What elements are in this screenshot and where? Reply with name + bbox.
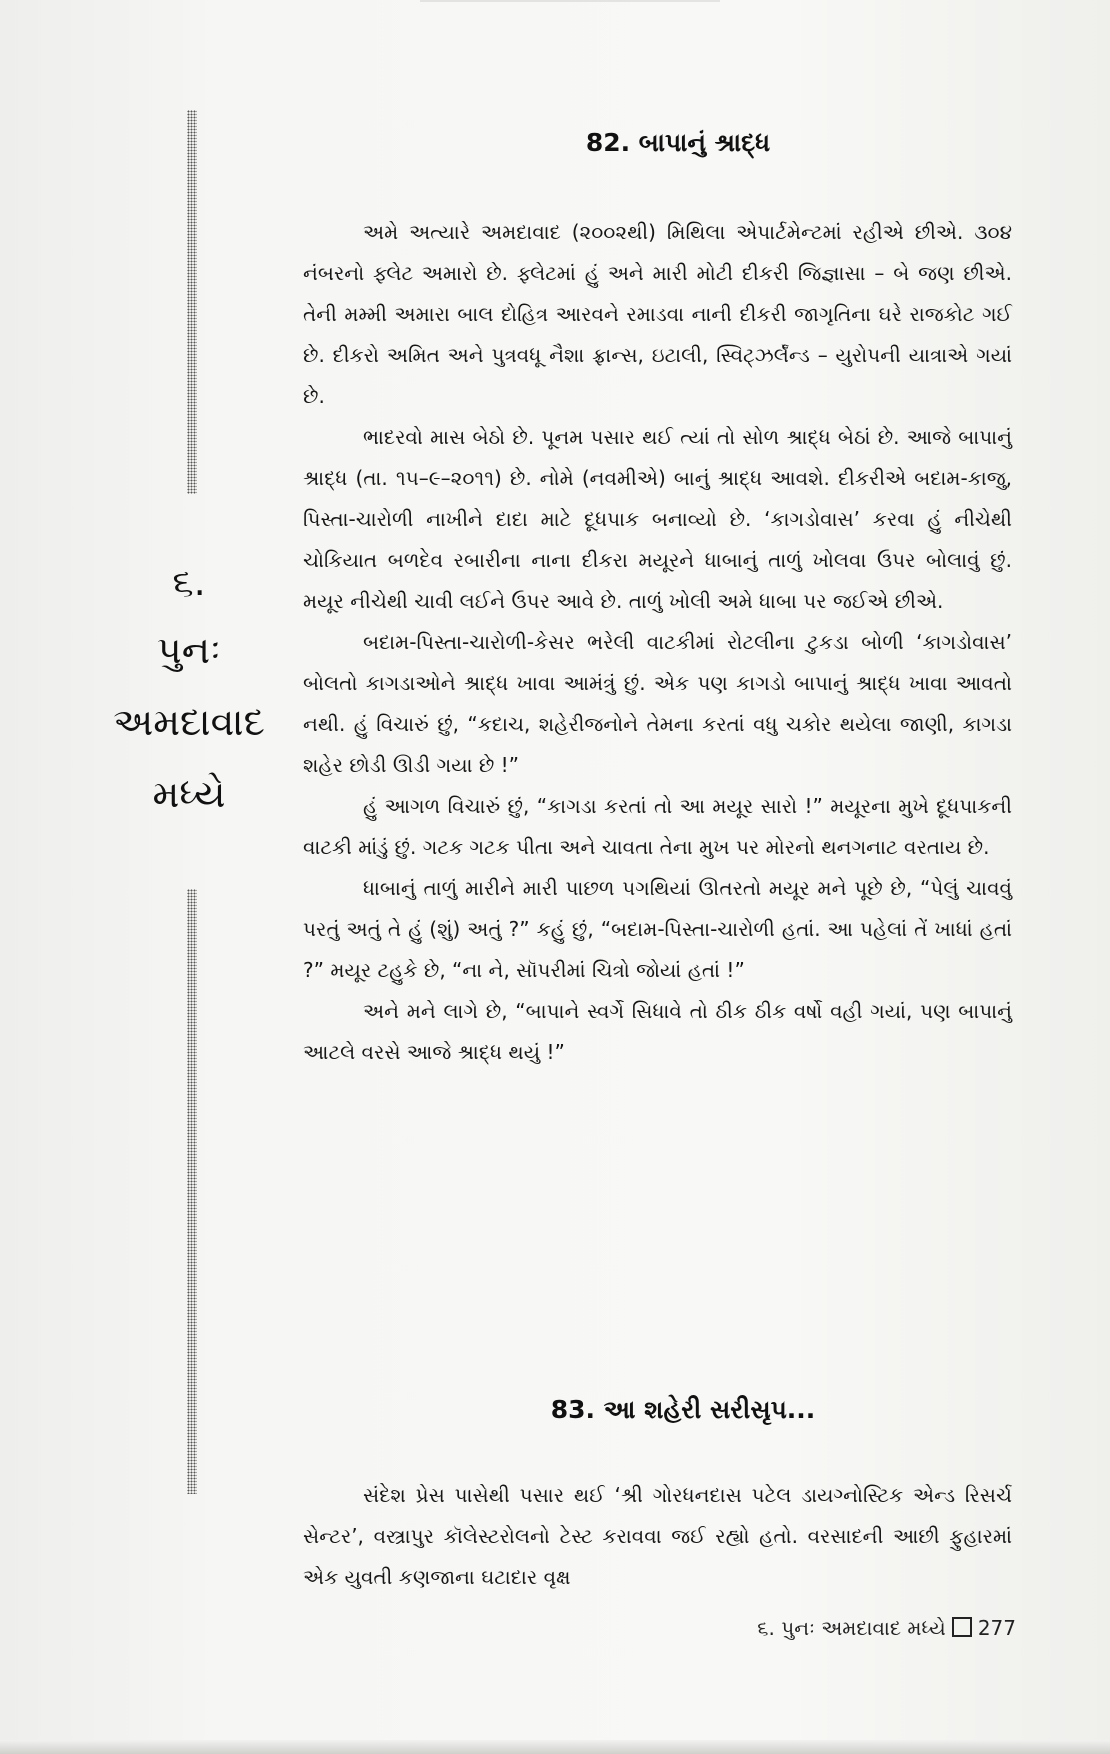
- page-footer: [757, 1616, 1016, 1640]
- chapter-title-line-2: અમદાવાદ: [113, 700, 265, 744]
- paragraph: હું આગળ વિચારું છું, “કાગડા કરતાં તો આ મયૂર સારો !” મયૂરના મુખે દૂધપાકની વાટકી માંડું છું. ગટક ગટક પીતા અને ચાવતા તેના મુખ પર મોરનો થનગનાટ વરતાય છે.: [303, 794, 1012, 859]
- chapter-number: ૬.: [172, 560, 206, 604]
- paragraph: બદામ-પિસ્તા-ચારોળી-કેસર ભરેલી વાટકીમાં રોટલીના ટુકડા બોળી ‘કાગડોવાસ’ બોલતો કાગડાઓને શ્રાદ્ધ ખાવા આમંત્રું છું. એક પણ કાગડો બાપાનું શ્રાદ્ધ ખાવા આવતો નથી. હું વિચારું છું, “કદાચ, શહેરીજનોને તેમના કરતાં વધુ ચકોર થયેલા જાણી, કાગડા શહેર છોડી ઊડી ગયા છે !”: [303, 630, 1012, 777]
- section-82-body: [303, 212, 1012, 1073]
- chapter-title-line-1: પુનઃ: [157, 628, 221, 672]
- section-83-body: [303, 1475, 1012, 1598]
- square-ornament-icon: [952, 1617, 972, 1637]
- page-edge-shadow: [0, 1740, 1110, 1754]
- section-83-heading: 83. આ શહેરી સરીસૃપ...: [550, 1395, 816, 1424]
- paragraph: અને મને લાગે છે, “બાપાને સ્વર્ગે સિધાવે તો ઠીક ઠીક વર્ષો વહી ગયાં, પણ બાપાનું આટલે વરસે આજે શ્રાદ્ધ થયું !”: [303, 999, 1012, 1064]
- paragraph: ધાબાનું તાળું મારીને મારી પાછળ પગથિયાં ઊતરતો મયૂર મને પૂછે છે, “પેલું ચાવવું પરતું અતું તે હું (શું) અતું ?” કહું છું, “બદામ-પિસ્તા-ચારોળી હતાં. આ પહેલાં તેં ખાધાં હતાં ?” મયૂર ટહુકે છે, “ના ને, સૉપરીમાં ચિત્રો જોયાં હતાં !”: [303, 876, 1012, 982]
- dotted-rule-bottom: [187, 889, 197, 1494]
- paragraph: અમે અત્યારે અમદાવાદ (૨૦૦૨થી) મિથિલા એપાર્ટમેન્ટમાં રહીએ છીએ. ૩૦૪ નંબરનો ફ્લેટ અમારો છે. ફ્લેટમાં હું અને મારી મોટી દીકરી જિજ્ઞાસા – બે જણ છીએ. તેની મમ્મી અમારા બાલ દોહિત્ર આરવને રમાડવા નાની દીકરી જાગૃતિના ઘરે રાજકોટ ગઈ છે. દીકરો અમિત અને પુત્રવધૂ નૈશા ફ્રાન્સ, ઇટાલી, સ્વિટ્ઝર્લૅન્ડ – યુરોપની યાત્રાએ ગયાં છે.: [303, 220, 1012, 408]
- chapter-title-line-3: મધ્યે: [152, 772, 226, 816]
- dotted-rule-top: [187, 110, 197, 494]
- page-number: 277: [977, 1616, 1016, 1640]
- section-82-heading: 82. બાપાનું શ્રાદ્ધ: [585, 128, 771, 157]
- running-head: ૬. પુનઃ અમદાવાદ મધ્યે: [757, 1616, 946, 1640]
- paragraph: સંદેશ પ્રેસ પાસેથી પસાર થઈ ‘શ્રી ગોરધનદાસ પટેલ ડાયગ્નોસ્ટિક એન્ડ રિસર્ચ સેન્ટર’, વસ્ત્રાપુર કૉલેસ્ટરોલનો ટેસ્ટ કરાવવા જઈ રહ્યો હતો. વરસાદની આછી ફુહારમાં એક યુવતી કણજાના ઘટાદાર વૃક્ષ: [303, 1483, 1012, 1589]
- paragraph: ભાદરવો માસ બેઠો છે. પૂનમ પસાર થઈ ત્યાં તો સોળ શ્રાદ્ધ બેઠાં છે. આજે બાપાનું શ્રાદ્ધ (તા. ૧૫–૯–૨૦૧૧) છે. નોમે (નવમીએ) બાનું શ્રાદ્ધ આવશે. દીકરીએ બદામ-કાજુ, પિસ્તા-ચારોળી નાખીને દાદા માટે દૂધપાક બનાવ્યો છે. ‘કાગડોવાસ’ કરવા હું નીચેથી ચોકિયાત બળદેવ રબારીના નાના દીકરા મયૂરને ધાબાનું તાળું ખોલવા ઉપર બોલાવું છું. મયૂર નીચેથી ચાવી લઈને ઉપર આવે છે. તાળું ખોલી અમે ધાબા પર જઈએ છીએ.: [303, 425, 1012, 613]
- bleed-through-mark: [420, 0, 720, 12]
